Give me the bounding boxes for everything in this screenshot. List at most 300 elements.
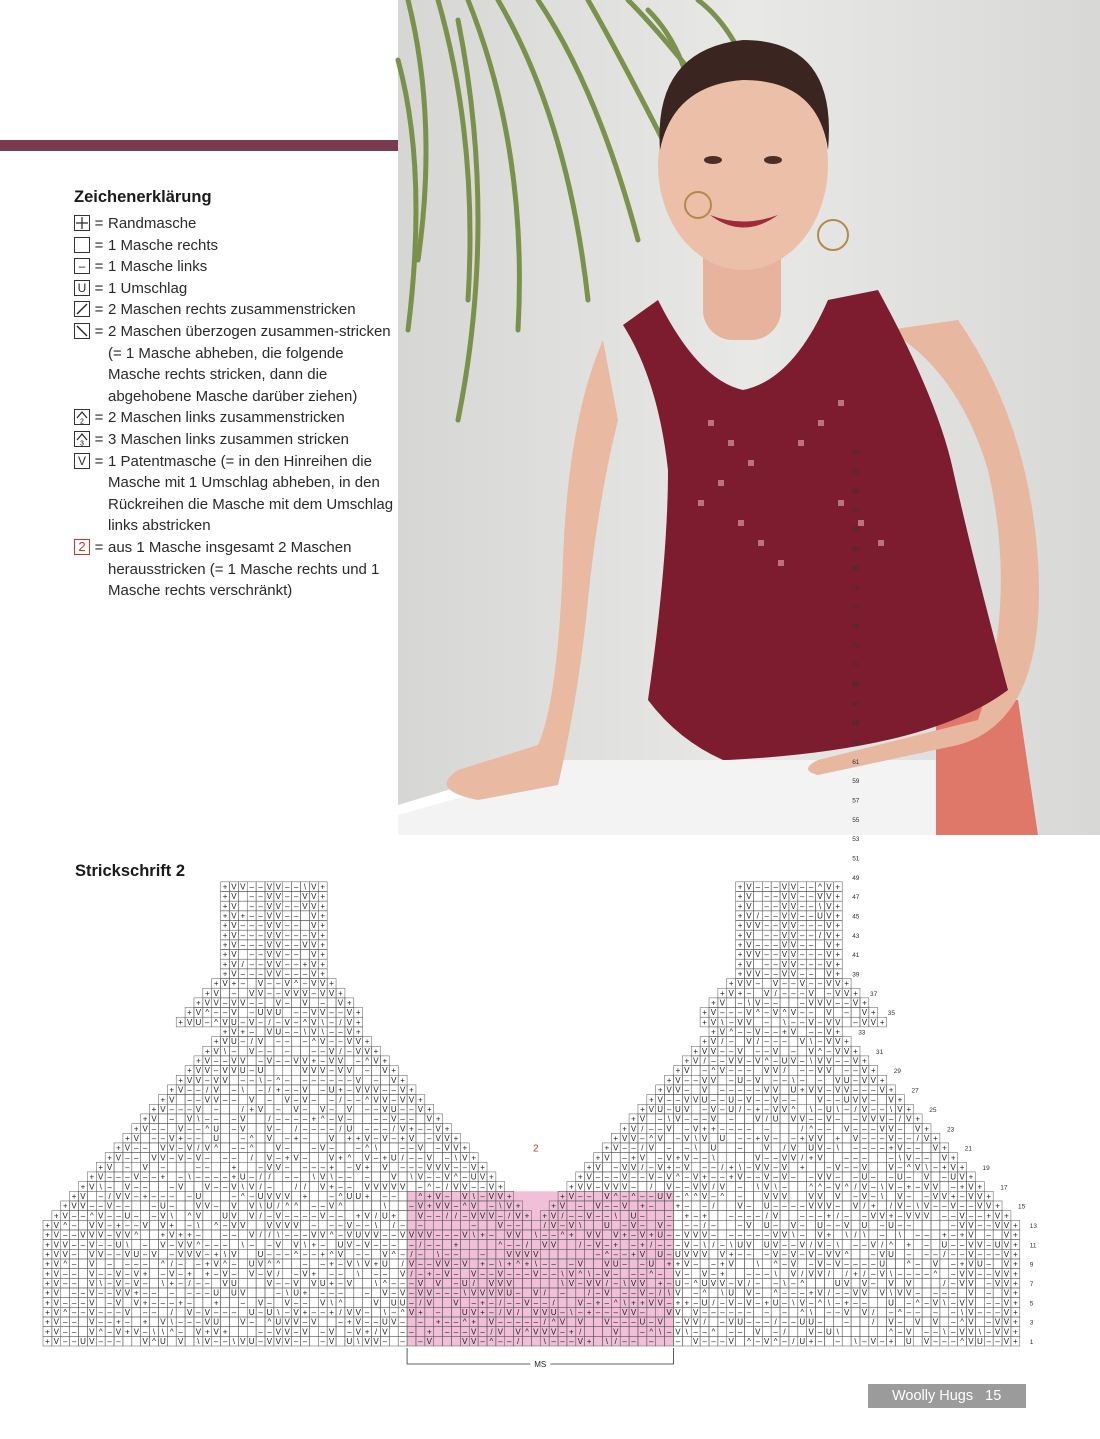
chart-symbol: U bbox=[381, 1211, 388, 1221]
chart-symbol: – bbox=[160, 1124, 166, 1134]
chart-symbol: \ bbox=[836, 1143, 839, 1153]
chart-symbol: V bbox=[115, 1230, 122, 1240]
chart-cell bbox=[256, 1288, 265, 1298]
chart-symbol: – bbox=[276, 1037, 281, 1047]
chart-symbol: V bbox=[666, 1172, 672, 1182]
chart-cell bbox=[691, 1269, 700, 1279]
chart-symbol: V bbox=[621, 1172, 628, 1182]
chart-symbol: + bbox=[906, 1182, 912, 1192]
chart-symbol: – bbox=[356, 1220, 361, 1230]
chart-cell bbox=[798, 1095, 807, 1105]
chart-symbol: \ bbox=[943, 1327, 946, 1337]
chart-symbol: – bbox=[196, 1317, 201, 1327]
chart-cell bbox=[194, 1269, 203, 1279]
chart-symbol: \ bbox=[694, 1143, 697, 1153]
chart-symbol: V bbox=[986, 1201, 992, 1211]
chart-cell bbox=[798, 1104, 807, 1114]
chart-symbol: – bbox=[169, 1240, 174, 1250]
chart-symbol: – bbox=[853, 1114, 858, 1124]
chart-symbol: V bbox=[293, 1307, 299, 1317]
chart-symbol: – bbox=[888, 1114, 894, 1124]
chart-symbol: + bbox=[453, 1133, 459, 1143]
chart-symbol: V bbox=[417, 1172, 424, 1182]
chart-symbol: V bbox=[621, 1182, 628, 1192]
chart-symbol: – bbox=[950, 1259, 956, 1269]
chart-symbol: V bbox=[888, 1162, 894, 1172]
chart-symbol: + bbox=[719, 1259, 725, 1269]
chart-symbol: – bbox=[240, 1143, 246, 1153]
chart-symbol: – bbox=[373, 1133, 379, 1143]
chart-symbol: V bbox=[435, 1278, 441, 1288]
chart-symbol: / bbox=[783, 1143, 786, 1153]
chart-symbol: – bbox=[728, 1114, 734, 1124]
chart-symbol: V bbox=[701, 1075, 708, 1085]
chart-cell bbox=[753, 1066, 762, 1076]
chart-symbol: – bbox=[213, 1114, 219, 1124]
chart-symbol: – bbox=[871, 1104, 876, 1114]
chart-symbol: V bbox=[195, 1075, 202, 1085]
chart-symbol: – bbox=[977, 1307, 983, 1317]
chart-symbol: V bbox=[1003, 1230, 1010, 1240]
chart-symbol: – bbox=[320, 1124, 325, 1134]
chart-symbol: – bbox=[160, 1269, 166, 1279]
chart-symbol: V bbox=[231, 1220, 237, 1230]
k2tog-icon bbox=[74, 301, 90, 317]
chart-symbol: – bbox=[613, 1269, 618, 1279]
chart-cell bbox=[824, 1278, 833, 1288]
chart-symbol: V bbox=[53, 1259, 59, 1269]
chart-symbol: – bbox=[382, 1191, 388, 1201]
chart-symbol: – bbox=[356, 1240, 361, 1250]
chart-symbol: / bbox=[854, 1230, 857, 1240]
chart-symbol: – bbox=[755, 1230, 761, 1240]
chart-cell bbox=[167, 1124, 176, 1134]
chart-symbol: V bbox=[204, 1317, 210, 1327]
chart-symbol: / bbox=[303, 1182, 307, 1192]
chart-symbol: V bbox=[852, 1056, 859, 1066]
chart-symbol: – bbox=[213, 1201, 219, 1211]
chart-symbol: \ bbox=[756, 1259, 759, 1269]
chart-symbol: – bbox=[249, 1066, 254, 1076]
chart-symbol: U bbox=[675, 1249, 681, 1259]
chart-symbol: V bbox=[186, 1075, 193, 1085]
chart-symbol: + bbox=[586, 1307, 592, 1317]
chart-symbol: – bbox=[551, 1230, 556, 1240]
chart-symbol: V bbox=[89, 1182, 95, 1192]
chart-symbol: – bbox=[293, 1172, 299, 1182]
chart-symbol: V bbox=[959, 1269, 965, 1279]
chart-symbol: V bbox=[408, 1095, 415, 1105]
chart-symbol: \ bbox=[792, 1298, 795, 1308]
chart-symbol: ^ bbox=[160, 1259, 165, 1269]
chart-symbol: U bbox=[222, 1211, 228, 1221]
chart-symbol: V bbox=[293, 1317, 299, 1327]
chart-symbol: – bbox=[862, 1085, 867, 1095]
chart-symbol: U bbox=[381, 1259, 388, 1269]
chart-symbol: V bbox=[977, 1201, 983, 1211]
chart-symbol: U bbox=[897, 1172, 903, 1182]
chart-symbol: / bbox=[339, 1124, 342, 1134]
chart-symbol: – bbox=[586, 1191, 592, 1201]
chart-cell bbox=[238, 1046, 247, 1056]
chart-symbol: / bbox=[277, 1269, 280, 1279]
chart-cell bbox=[345, 1201, 354, 1211]
chart-symbol: – bbox=[125, 1317, 130, 1327]
chart-symbol: + bbox=[329, 1307, 334, 1317]
chart-symbol: V bbox=[124, 1307, 131, 1317]
chart-cell bbox=[79, 1259, 88, 1269]
chart-cell bbox=[931, 1278, 940, 1288]
chart-symbol: – bbox=[284, 1172, 290, 1182]
chart-symbol: V bbox=[666, 1153, 672, 1163]
chart-cell bbox=[753, 1249, 762, 1259]
chart-symbol: V bbox=[195, 1211, 202, 1221]
chart-symbol: – bbox=[480, 1337, 485, 1346]
chart-symbol: \ bbox=[792, 1230, 795, 1240]
chart-symbol: – bbox=[835, 1201, 840, 1211]
chart-symbol: – bbox=[853, 1066, 858, 1076]
chart-symbol: V bbox=[764, 1191, 770, 1201]
chart-symbol: – bbox=[871, 1124, 876, 1134]
chart-cell bbox=[913, 1172, 922, 1182]
chart-cell bbox=[380, 1220, 389, 1230]
chart-symbol: V bbox=[648, 1172, 654, 1182]
chart-symbol: / bbox=[259, 1211, 262, 1221]
chart-symbol: V bbox=[106, 1162, 113, 1172]
chart-symbol: – bbox=[808, 1066, 814, 1076]
chart-symbol: V bbox=[355, 1046, 361, 1056]
chart-symbol: – bbox=[249, 1240, 254, 1250]
chart-cell bbox=[736, 1336, 745, 1346]
chart-symbol: / bbox=[277, 1201, 280, 1211]
chart-symbol: – bbox=[222, 1095, 228, 1105]
chart-symbol: U bbox=[239, 1066, 246, 1076]
chart-cell bbox=[673, 1220, 682, 1230]
chart-symbol: – bbox=[764, 1104, 769, 1114]
chart-cell bbox=[238, 1095, 247, 1105]
chart-cell bbox=[247, 1056, 256, 1066]
chart-symbol: V bbox=[906, 1278, 912, 1288]
chart-cell bbox=[256, 1143, 265, 1153]
chart-symbol: + bbox=[631, 1114, 636, 1124]
chart-symbol: – bbox=[169, 1201, 174, 1211]
chart-symbol: – bbox=[933, 1327, 938, 1337]
chart-symbol: \ bbox=[712, 1153, 715, 1163]
chart-symbol: – bbox=[702, 1201, 707, 1211]
chart-symbol: – bbox=[711, 1056, 716, 1066]
chart-symbol: – bbox=[800, 1211, 805, 1221]
chart-symbol: V bbox=[1003, 1307, 1010, 1317]
chart-cell bbox=[753, 1307, 762, 1317]
chart-symbol: / bbox=[170, 1307, 173, 1317]
legend-item bbox=[74, 299, 394, 321]
chart-symbol: – bbox=[418, 1124, 423, 1134]
chart-symbol: V bbox=[932, 1143, 939, 1153]
chart-symbol: V bbox=[1003, 1337, 1010, 1346]
chart-symbol: ^ bbox=[365, 1095, 370, 1105]
chart-symbol: + bbox=[1013, 1259, 1018, 1269]
chart-cell bbox=[256, 1114, 265, 1124]
chart-symbol: ^ bbox=[800, 1278, 805, 1288]
chart-cell bbox=[789, 1182, 798, 1192]
chart-symbol: V bbox=[275, 1327, 281, 1337]
chart-symbol: \ bbox=[960, 1307, 964, 1317]
chart-symbol: V bbox=[444, 1133, 450, 1143]
chart-symbol: \ bbox=[543, 1337, 546, 1346]
chart-symbol: – bbox=[702, 1307, 707, 1317]
legend-item bbox=[74, 537, 394, 602]
chart-symbol: V bbox=[675, 1269, 681, 1279]
chart-symbol: – bbox=[205, 1075, 210, 1085]
chart-symbol: V bbox=[115, 1153, 122, 1163]
chart-cell bbox=[807, 1230, 816, 1240]
chart-symbol: V bbox=[213, 1259, 219, 1269]
chart-symbol: V bbox=[275, 1337, 281, 1346]
chart-cell bbox=[229, 1240, 238, 1250]
chart-symbol: / bbox=[392, 1124, 395, 1134]
chart-symbol: U bbox=[213, 1133, 220, 1143]
chart-cell bbox=[274, 1066, 283, 1076]
chart-symbol: – bbox=[728, 1075, 734, 1085]
chart-cell bbox=[309, 1182, 318, 1192]
chart-symbol: ^ bbox=[720, 1191, 725, 1201]
chart-symbol: V bbox=[888, 1278, 894, 1288]
chart-symbol: V bbox=[249, 1182, 255, 1192]
chart-cell bbox=[833, 1269, 842, 1279]
chart-symbol: + bbox=[426, 1191, 432, 1201]
chart-symbol: + bbox=[968, 1172, 974, 1182]
chart-symbol: V bbox=[684, 1259, 690, 1269]
chart-symbol: V bbox=[586, 1278, 592, 1288]
chart-cell bbox=[780, 1220, 789, 1230]
legend-item bbox=[74, 256, 394, 278]
chart-symbol: V bbox=[328, 1153, 335, 1163]
chart-symbol: – bbox=[284, 1133, 290, 1143]
chart-cell bbox=[789, 1066, 798, 1076]
chart-symbol: – bbox=[693, 1259, 698, 1269]
chart-symbol: \ bbox=[614, 1211, 617, 1221]
chart-symbol: ^ bbox=[560, 1230, 565, 1240]
chart-symbol: V bbox=[817, 1288, 823, 1298]
chart-symbol: V bbox=[701, 1191, 708, 1201]
chart-symbol: – bbox=[693, 1240, 698, 1250]
chart-symbol: + bbox=[453, 1240, 459, 1250]
chart-cell bbox=[895, 1336, 904, 1346]
chart-symbol: – bbox=[720, 1085, 725, 1095]
chart-symbol: – bbox=[853, 1162, 858, 1172]
chart-symbol: / bbox=[605, 1278, 608, 1288]
chart-symbol: – bbox=[862, 1240, 867, 1250]
chart-cell bbox=[158, 1249, 167, 1259]
chart-symbol: + bbox=[160, 1095, 166, 1105]
chart-symbol: ^ bbox=[960, 1337, 964, 1346]
chart-symbol: ^ bbox=[906, 1259, 911, 1269]
chart-cell bbox=[363, 1298, 372, 1308]
chart-symbol: + bbox=[666, 1075, 672, 1085]
chart-symbol: + bbox=[1013, 1240, 1018, 1250]
chart-symbol: U bbox=[346, 1337, 353, 1346]
chart-symbol: V bbox=[284, 1337, 290, 1346]
chart-symbol: V bbox=[471, 1327, 477, 1337]
chart-symbol: – bbox=[373, 1240, 379, 1250]
chart-symbol: – bbox=[427, 1133, 432, 1143]
chart-cell bbox=[309, 1153, 318, 1163]
chart-cell bbox=[673, 1124, 682, 1134]
chart-symbol: V bbox=[710, 1075, 717, 1085]
chart-symbol: – bbox=[950, 1278, 956, 1288]
chart-symbol: / bbox=[410, 1249, 413, 1259]
chart-symbol: V bbox=[684, 1317, 690, 1327]
legend-text: Randmasche bbox=[108, 215, 197, 232]
chart-symbol: + bbox=[311, 1240, 317, 1250]
chart-cell bbox=[345, 1269, 354, 1279]
chart-symbol: – bbox=[746, 1307, 752, 1317]
chart-symbol: \ bbox=[623, 1278, 626, 1288]
chart-symbol: V bbox=[124, 1191, 131, 1201]
chart-symbol: ^ bbox=[791, 1104, 796, 1114]
chart-symbol: V bbox=[426, 1298, 432, 1308]
chart-symbol: V bbox=[932, 1259, 939, 1269]
chart-symbol: – bbox=[418, 1269, 423, 1279]
chart-symbol: – bbox=[258, 1337, 263, 1346]
chart-symbol: + bbox=[116, 1220, 121, 1230]
chart-symbol: V bbox=[275, 1240, 281, 1250]
chart-symbol: – bbox=[613, 1278, 618, 1288]
chart-symbol: – bbox=[595, 1307, 601, 1317]
chart-cell bbox=[309, 1085, 318, 1095]
chart-symbol: – bbox=[356, 1249, 361, 1259]
chart-cell bbox=[221, 1114, 230, 1124]
chart-symbol: – bbox=[950, 1220, 956, 1230]
chart-symbol: ^ bbox=[89, 1211, 94, 1221]
chart-symbol: + bbox=[329, 1182, 334, 1192]
chart-symbol: V bbox=[808, 1249, 814, 1259]
chart-symbol: V bbox=[462, 1337, 468, 1346]
chart-symbol: – bbox=[853, 1075, 858, 1085]
chart-symbol: – bbox=[231, 1085, 237, 1095]
chart-symbol: / bbox=[712, 1240, 715, 1250]
chart-symbol: V bbox=[435, 1259, 441, 1269]
chart-symbol: – bbox=[533, 1317, 539, 1327]
chart-symbol: V bbox=[772, 1240, 779, 1250]
chart-symbol: V bbox=[772, 1046, 779, 1056]
chart-symbol: ^ bbox=[764, 1056, 769, 1066]
chart-symbol: U bbox=[843, 1075, 850, 1085]
chart-symbol: – bbox=[551, 1337, 556, 1346]
chart-symbol: – bbox=[196, 1095, 201, 1105]
chart-cell bbox=[789, 1327, 798, 1337]
chart-symbol: V bbox=[719, 1249, 725, 1259]
chart-symbol: \ bbox=[357, 1259, 360, 1269]
chart-symbol: – bbox=[409, 1327, 414, 1337]
chart-symbol: – bbox=[329, 1191, 334, 1201]
chart-symbol: V bbox=[888, 1182, 894, 1192]
chart-symbol: U bbox=[861, 1172, 868, 1182]
chart-cell bbox=[354, 1182, 363, 1192]
chart-symbol: U bbox=[834, 1278, 841, 1288]
chart-symbol: – bbox=[702, 1162, 707, 1172]
chart-symbol: V bbox=[693, 1337, 699, 1346]
chart-symbol: + bbox=[613, 1240, 619, 1250]
chart-symbol: + bbox=[400, 1075, 405, 1085]
chart-cell bbox=[380, 1298, 389, 1308]
chart-symbol: + bbox=[622, 1124, 627, 1134]
chart-symbol: V bbox=[772, 1095, 779, 1105]
chart-symbol: – bbox=[169, 1153, 174, 1163]
chart-symbol: + bbox=[480, 1298, 485, 1308]
chart-cell bbox=[842, 1336, 851, 1346]
chart-symbol: \ bbox=[330, 1172, 333, 1182]
chart-symbol: V bbox=[124, 1143, 131, 1153]
chart-symbol: – bbox=[311, 1201, 317, 1211]
chart-symbol: U bbox=[763, 1201, 770, 1211]
chart-symbol: V bbox=[861, 1182, 868, 1192]
chart-symbol: + bbox=[142, 1298, 148, 1308]
chart-symbol: – bbox=[693, 1288, 698, 1298]
chart-symbol: ^ bbox=[773, 1337, 778, 1346]
chart-symbol: + bbox=[906, 1104, 912, 1114]
chart-symbol: V bbox=[693, 1317, 699, 1327]
chart-symbol: – bbox=[160, 1298, 166, 1308]
chart-symbol: V bbox=[249, 1211, 255, 1221]
chart-symbol: V bbox=[808, 1327, 814, 1337]
chart-symbol: – bbox=[746, 1162, 752, 1172]
chart-symbol: – bbox=[364, 1066, 370, 1076]
chart-symbol: – bbox=[187, 1133, 192, 1143]
chart-symbol: V bbox=[675, 1307, 681, 1317]
chart-symbol: – bbox=[986, 1269, 991, 1279]
chart-symbol: V bbox=[417, 1278, 424, 1288]
chart-symbol: U bbox=[248, 1259, 255, 1269]
chart-symbol: \ bbox=[170, 1211, 173, 1221]
chart-symbol: V bbox=[89, 1327, 95, 1337]
chart-symbol: – bbox=[817, 1211, 823, 1221]
chart-symbol: – bbox=[409, 1143, 414, 1153]
chart-cell bbox=[96, 1298, 105, 1308]
chart-symbol: – bbox=[418, 1220, 423, 1230]
chart-symbol: + bbox=[355, 1133, 361, 1143]
chart-symbol: V bbox=[630, 1307, 637, 1317]
chart-symbol: V bbox=[888, 1133, 894, 1143]
chart-symbol: – bbox=[142, 1278, 148, 1288]
chart-cell bbox=[238, 1307, 247, 1317]
chart-symbol: – bbox=[196, 1278, 201, 1288]
chart-symbol: \ bbox=[774, 1182, 777, 1192]
chart-cell bbox=[709, 1211, 718, 1221]
chart-cell bbox=[878, 1327, 887, 1337]
chart-symbol: \ bbox=[99, 1182, 102, 1192]
chart-symbol: U bbox=[728, 1095, 735, 1105]
chart-symbol: V bbox=[488, 1191, 495, 1201]
chart-symbol: – bbox=[506, 1298, 512, 1308]
chart-symbol: – bbox=[791, 1201, 796, 1211]
chart-symbol: V bbox=[835, 1191, 841, 1201]
chart-symbol: V bbox=[160, 1240, 166, 1250]
chart-symbol: V bbox=[471, 1269, 477, 1279]
chart-symbol: – bbox=[293, 1230, 299, 1240]
chart-symbol: V bbox=[213, 1095, 219, 1105]
chart-symbol: ^ bbox=[294, 1201, 298, 1211]
chart-cell bbox=[150, 1143, 159, 1153]
chart-symbol: – bbox=[968, 1211, 974, 1221]
chart-cell bbox=[824, 1191, 833, 1201]
chart-symbol: – bbox=[871, 1172, 876, 1182]
chart-symbol: – bbox=[134, 1191, 139, 1201]
chart-cell bbox=[327, 1240, 336, 1250]
chart-symbol: – bbox=[808, 1259, 814, 1269]
chart-symbol: V bbox=[772, 1230, 779, 1240]
chart-symbol: V bbox=[186, 1249, 193, 1259]
